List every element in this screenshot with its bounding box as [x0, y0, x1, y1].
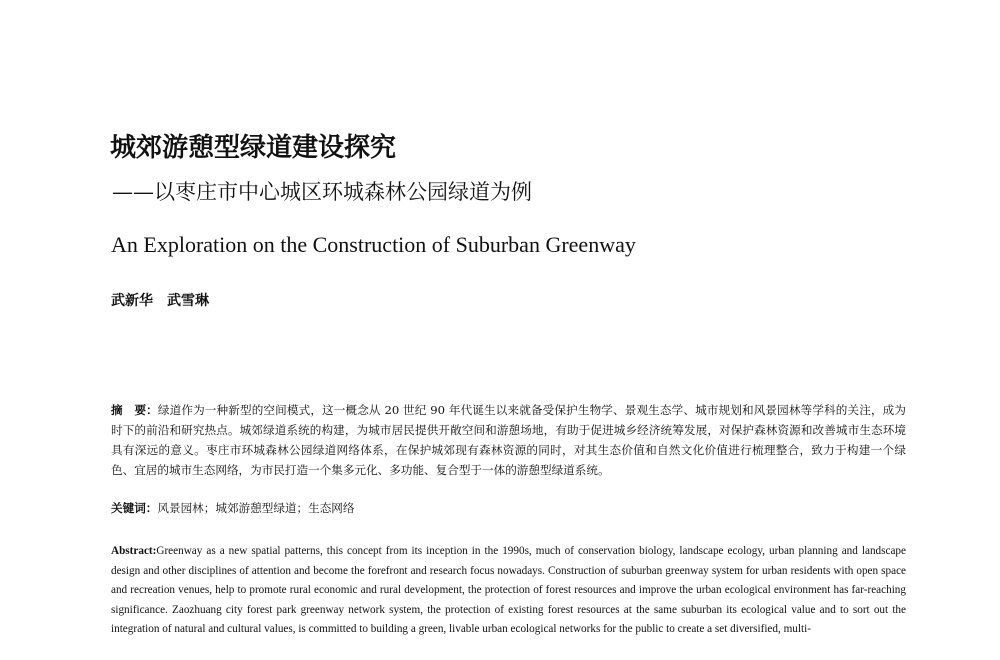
keywords-text: 风景园林；城郊游憩型绿道；生态网络: [157, 501, 355, 515]
paper-title-chinese: 城郊游憩型绿道建设探究: [110, 133, 397, 163]
english-abstract: [111, 542, 906, 640]
chinese-abstract-text: 绿道作为一种新型的空间模式，这一概念从 20 世纪 90 年代诞生以来就备受保护生物学、景观生态学、城市规划和风景园林等学科的关注，成为时下的前沿和研究热点。城郊绿道系统的构建，为城市居民提供开敞空间和游憩场地，有助于促进城乡经济统筹发展，对保护森林资源和改善城市生态环境具有深远的意义。枣庄市环城森林公园绿道网络体系，在保护城郊现有森林资源的同时，对其生态价值和自然文化价值进行梳理整合，致力于构建一个绿色、宜居的城市生态网络，为市民打造一个集多元化、多功能、复合型于一体的游憩型绿道系统。: [111, 403, 906, 477]
english-abstract-label: Abstract:: [111, 545, 157, 557]
paper-subtitle-chinese: ——以枣庄市中心城区环城森林公园绿道为例: [112, 180, 532, 204]
keywords-label: 关键词：: [111, 501, 158, 515]
chinese-abstract: [111, 400, 906, 480]
english-abstract-text: Greenway as a new spatial patterns, this concept from its inception in the 1990s, much of conservation biology, landscape ecology, urban planning and landscape design and other disciplines of attention and become the forefront and research focus nowadays. Construction of suburban greenway system for urban residents with open space and recreation venues, help to promote rural economic and rural development, the protection of forest resources and improve the urban ecological environment has far-reaching significance. Zaozhuang city forest park greenway network system, the protection of existing forest resources at the same suburban its ecological value and to sort out the integration of natural and cultural values, is committed to building a green, livable urban ecological networks for the public to create a set diversified, multi-: [111, 545, 906, 635]
chinese-abstract-label: 摘 要：: [111, 403, 158, 417]
paper-title-english: An Exploration on the Construction of Suburban Greenway: [111, 232, 636, 257]
keywords: [111, 498, 906, 518]
author-names: 武新华 武雪琳: [111, 293, 209, 309]
